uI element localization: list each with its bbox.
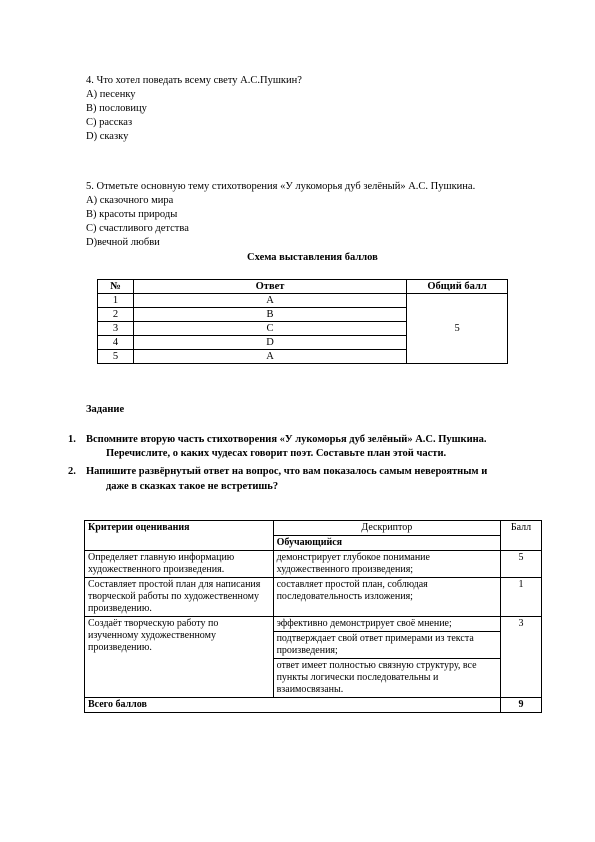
table-row [85,617,542,632]
score-cell: 5 [501,551,542,578]
criteria-table [84,520,542,713]
header-total-score: Общий балл [407,280,508,294]
q4-option-c: C) рассказ [86,117,133,128]
q4-option-a: A) песенку [86,89,136,100]
question-5-title: 5. Отметьте основную тему стихотворения «У лукоморья дуб зелёный» А.С. Пушкина. [86,181,476,192]
row-number: 1 [98,294,134,308]
row-answer: D [133,336,406,350]
total-label: Всего баллов [85,698,501,713]
table-header-row [98,280,508,294]
row-number: 2 [98,308,134,322]
task-heading: Задание [86,404,125,415]
header-score: Балл [501,521,542,551]
table-row [98,294,508,308]
total-score-value: 9 [501,698,542,713]
task-2-number: 2. [68,466,76,477]
criteria-header-row [85,521,542,536]
answer-scheme-table [97,279,508,364]
descriptor-cell: эффективно демонстрирует своё мнение; [273,617,500,632]
descriptor-cell: подтверждает свой ответ примерами из текста произведения; [273,632,500,659]
row-answer: C [133,322,406,336]
criterion-cell: Создаёт творческую работу по изученному художественному произведению. [85,617,274,698]
header-learner: Обучающийся [273,536,500,551]
header-descriptor: Дескриптор [273,521,500,536]
row-number: 3 [98,322,134,336]
total-row [85,698,542,713]
header-criteria: Критерии оценивания [85,521,274,551]
table-row [85,578,542,617]
q5-option-a: A) сказочного мира [86,195,174,206]
header-number: № [98,280,134,294]
descriptor-cell: составляет простой план, соблюдая последовательность изложения; [273,578,500,617]
table-row [85,551,542,578]
row-answer: A [133,350,406,364]
q5-option-b: B) красоты природы [86,209,178,220]
row-answer: B [133,308,406,322]
scheme-title: Схема выставления баллов [247,252,378,263]
q4-option-b: B) пословицу [86,103,147,114]
q5-option-d: D)вечной любви [86,237,160,248]
row-number: 5 [98,350,134,364]
q5-option-c: C) счастливого детства [86,223,189,234]
q4-option-d: D) сказку [86,131,129,142]
task-2-line-1: Напишите развёрнутый ответ на вопрос, что вам показалось самым невероятным и [86,466,488,477]
criterion-cell: Определяет главную информацию художественного произведения. [85,551,274,578]
task-2-line-2: даже в сказках такое не встретишь? [106,481,279,492]
criterion-cell: Составляет простой план для написания творческой работы по художественному произведению. [85,578,274,617]
question-4-title: 4. Что хотел поведать всему свету А.С.Пушкин? [86,75,302,86]
descriptor-cell: ответ имеет полностью связную структуру, все пункты логически последовательны и взаимосвязаны. [273,659,500,698]
task-1-line-1: Вспомните вторую часть стихотворения «У лукоморья дуб зелёный» А.С. Пушкина. [86,434,487,445]
row-answer: A [133,294,406,308]
task-1-number: 1. [68,434,76,445]
task-1-line-2: Перечислите, о каких чудесах говорит поэт. Составьте план этой части. [106,448,447,459]
score-cell: 1 [501,578,542,617]
row-number: 4 [98,336,134,350]
descriptor-cell: демонстрирует глубокое понимание художественного произведения; [273,551,500,578]
header-answer: Ответ [133,280,406,294]
score-cell: 3 [501,617,542,698]
total-score: 5 [407,294,508,364]
